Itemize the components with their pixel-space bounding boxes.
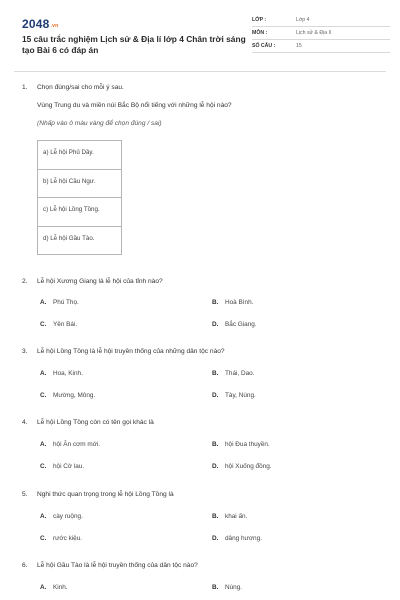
option-a[interactable]	[40, 299, 79, 306]
option-c[interactable]	[40, 321, 77, 328]
option-text: Thái, Dao.	[225, 370, 255, 377]
option-text: Hoa, Kinh.	[53, 370, 83, 377]
question-text: Chọn đúng/sai cho mỗi ý sau.	[37, 84, 124, 91]
question-text: Lễ hội Xương Giang là lễ hội của tỉnh nào?	[37, 278, 163, 285]
option-text: Yên Bái.	[53, 321, 78, 328]
document-title: 15 câu trắc nghiệm Lịch sử & Địa lí lớp 4 Chân trời sáng tạo Bài 6 có đáp án	[22, 34, 246, 55]
meta-row-subject	[252, 27, 390, 40]
option-d[interactable]	[212, 463, 272, 470]
question-number: 3.	[22, 348, 28, 355]
true-false-item[interactable]: a) Lễ hội Phủ Dầy.	[38, 141, 121, 170]
option-letter: C.	[40, 392, 47, 399]
option-letter: B.	[212, 584, 219, 591]
header-divider	[14, 71, 386, 72]
option-text: Bắc Giang.	[225, 321, 257, 328]
meta-value: Lịch sử & Địa lí	[296, 30, 332, 36]
site-logo[interactable]	[22, 17, 58, 31]
option-letter: A.	[40, 584, 47, 591]
document-header	[14, 14, 386, 70]
meta-label: LỚP :	[252, 17, 267, 23]
true-false-item[interactable]: d) Lễ hội Gầu Tào.	[38, 227, 121, 256]
logo-text: 2048	[22, 17, 50, 31]
option-text: hội Đua thuyền.	[225, 441, 270, 448]
option-text: hội Ăn cơm mới.	[53, 441, 101, 448]
option-text: hội Cờ lau.	[53, 463, 85, 470]
meta-value: Lớp 4	[296, 17, 310, 23]
option-letter: A.	[40, 513, 47, 520]
option-letter: B.	[212, 441, 219, 448]
question-text: Lễ hội Lồng Tồng là lễ hội truyền thống của những dân tộc nào?	[37, 348, 225, 355]
option-text: cày ruộng.	[53, 513, 83, 520]
option-c[interactable]	[40, 463, 84, 470]
option-text: Hoà Bình.	[225, 299, 254, 306]
option-letter: A.	[40, 299, 47, 306]
option-a[interactable]	[40, 584, 68, 591]
meta-info	[252, 14, 390, 53]
option-c[interactable]	[40, 535, 82, 542]
option-letter: D.	[212, 463, 219, 470]
question-text: Lễ hội Lồng Tồng còn có tên gọi khác là	[37, 419, 154, 426]
option-text: Phú Thọ.	[53, 299, 79, 306]
option-letter: C.	[40, 535, 47, 542]
option-d[interactable]	[212, 392, 256, 399]
option-letter: D.	[212, 535, 219, 542]
option-b[interactable]	[212, 441, 270, 448]
option-d[interactable]	[212, 535, 262, 542]
question-number: 6.	[22, 562, 28, 569]
option-letter: A.	[40, 370, 47, 377]
option-b[interactable]	[212, 513, 247, 520]
meta-row-count	[252, 40, 390, 53]
option-text: khai ấn.	[225, 513, 248, 520]
option-d[interactable]	[212, 321, 257, 328]
question-text: Lễ hội Gầu Tào là lễ hội truyền thống của dân tộc nào?	[37, 562, 198, 569]
option-text: Kinh.	[53, 584, 68, 591]
question-1-hint: (Nhấp vào ô màu vàng để chọn đúng / sai)	[37, 120, 162, 127]
option-letter: C.	[40, 321, 47, 328]
question-1-prompt: Vùng Trung du và miền núi Bắc Bộ nổi tiếng với những lễ hội nào?	[37, 102, 232, 109]
option-letter: B.	[212, 370, 219, 377]
question-number: 1.	[22, 84, 28, 91]
option-b[interactable]	[212, 299, 253, 306]
logo-suffix: .vn	[50, 23, 59, 29]
option-letter: D.	[212, 392, 219, 399]
question-number: 2.	[22, 278, 28, 285]
true-false-item[interactable]: b) Lễ hội Cầu Ngư.	[38, 170, 121, 199]
meta-row-grade	[252, 14, 390, 27]
option-letter: A.	[40, 441, 47, 448]
option-letter: C.	[40, 463, 47, 470]
option-a[interactable]	[40, 513, 83, 520]
question-number: 5.	[22, 491, 28, 498]
option-text: dâng hương.	[225, 535, 262, 542]
option-text: Nùng.	[225, 584, 243, 591]
option-a[interactable]	[40, 441, 100, 448]
meta-label: MÔN :	[252, 30, 268, 36]
option-c[interactable]	[40, 392, 95, 399]
option-text: Mường, Mông.	[53, 392, 96, 399]
option-b[interactable]	[212, 584, 242, 591]
option-letter: B.	[212, 513, 219, 520]
option-b[interactable]	[212, 370, 254, 377]
option-letter: B.	[212, 299, 219, 306]
question-number: 4.	[22, 419, 28, 426]
true-false-table	[37, 140, 122, 255]
option-text: rước kiệu.	[53, 535, 83, 542]
meta-value: 15	[296, 43, 302, 49]
meta-label: SỐ CÂU :	[252, 43, 276, 49]
option-a[interactable]	[40, 370, 83, 377]
option-text: Tày, Nùng.	[225, 392, 256, 399]
question-text: Nghi thức quan trọng trong lễ hội Lồng Tồng là	[37, 491, 174, 498]
true-false-item[interactable]: c) Lễ hội Lồng Tồng.	[38, 198, 121, 227]
option-text: hội Xuống đồng.	[225, 463, 272, 470]
option-letter: D.	[212, 321, 219, 328]
